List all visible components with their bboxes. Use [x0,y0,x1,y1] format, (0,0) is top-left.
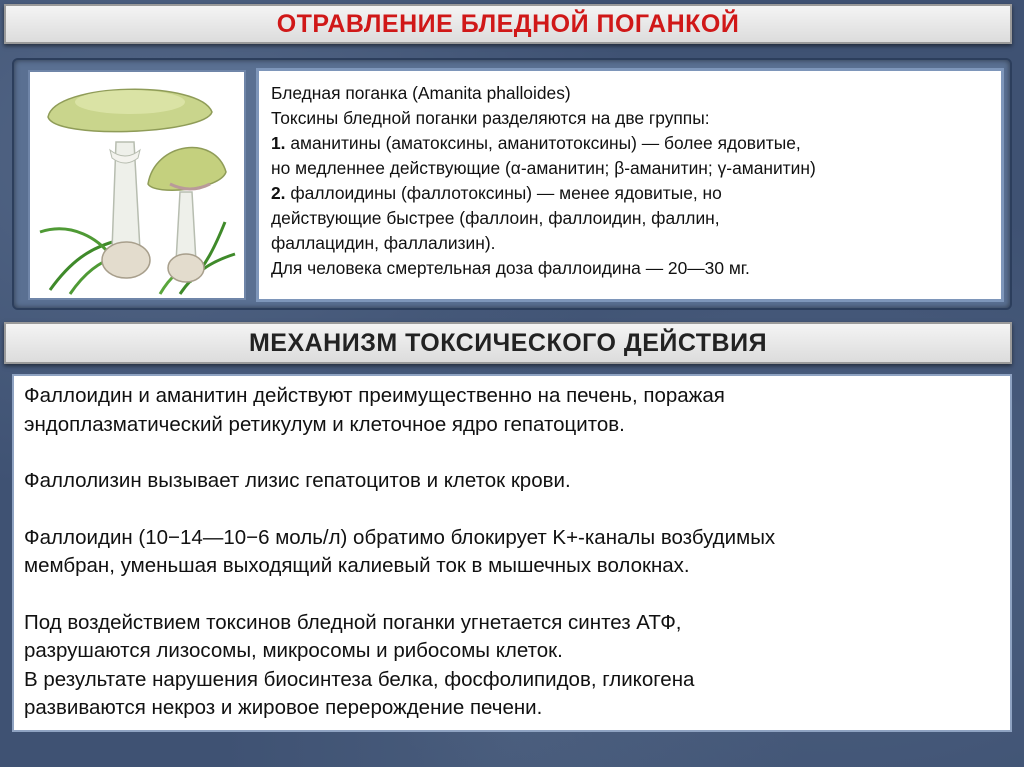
toxin-group-2 [271,181,989,206]
mechanism-para-3: Фаллоидин (10−14—10−6 моль/л) обратимо блокирует K+-каналы возбудимых [24,525,776,549]
toxin-groups-intro: Токсины бледной поганки разделяются на две группы: [271,108,710,128]
mushroom-heading: Бледная поганка (Amanita phalloides) [271,83,571,103]
group-1-text: аманитины (аматоксины, аманитотоксины) — более ядовитые, [285,133,801,153]
mechanism-title [4,322,1012,364]
slide-title-text: ОТРАВЛЕНИЕ БЛЕДНОЙ ПОГАНКОЙ [276,9,740,38]
group-1-number: 1. [271,133,286,153]
toxin-info-text [256,68,1004,302]
mushroom-icon [30,72,244,298]
mechanism-para-4: Под воздействием токсинов бледной поганки угнетается синтез АТФ, [24,610,682,634]
toxin-group-2-continued: действующие быстрее (фаллоин, фаллоидин, фаллин, [271,208,720,228]
mechanism-text [12,374,1012,732]
mushroom-illustration [28,70,246,300]
slide-title [4,4,1012,44]
group-2-number: 2. [271,183,286,203]
toxin-group-2-continued-2: фаллацидин, фаллализин). [271,233,496,253]
mechanism-para-4-continued: разрушаются лизосомы, микросомы и рибосомы клеток. [24,639,563,662]
toxin-group-1 [271,131,989,156]
info-panel [12,58,1012,310]
mechanism-para-2: Фаллолизин вызывает лизис гепатоцитов и клеток крови. [24,469,571,492]
mechanism-para-3-continued: мембран, уменьшая выходящий калиевый ток в мышечных волокнах. [24,554,690,577]
mechanism-title-text: МЕХАНИЗМ ТОКСИЧЕСКОГО ДЕЙСТВИЯ [248,328,768,357]
lethal-dose: Для человека смертельная доза фаллоидина — 20—30 мг. [271,258,750,278]
mechanism-para-5-continued: развиваются некроз и жировое перерождение печени. [24,696,543,719]
mechanism-para-1: Фаллоидин и аманитин действуют преимущественно на печень, поражая [24,384,725,407]
group-2-text: фаллоидины (фаллотоксины) — менее ядовитые, но [285,183,722,203]
toxin-group-1-continued: но медленнее действующие (α-аманитин; β-аманитин; γ-аманитин) [271,158,816,178]
mechanism-para-5: В результате нарушения биосинтеза белка, фосфолипидов, гликогена [24,667,695,691]
mechanism-para-1-continued: эндоплазматический ретикулум и клеточное ядро гепатоцитов. [24,412,625,436]
